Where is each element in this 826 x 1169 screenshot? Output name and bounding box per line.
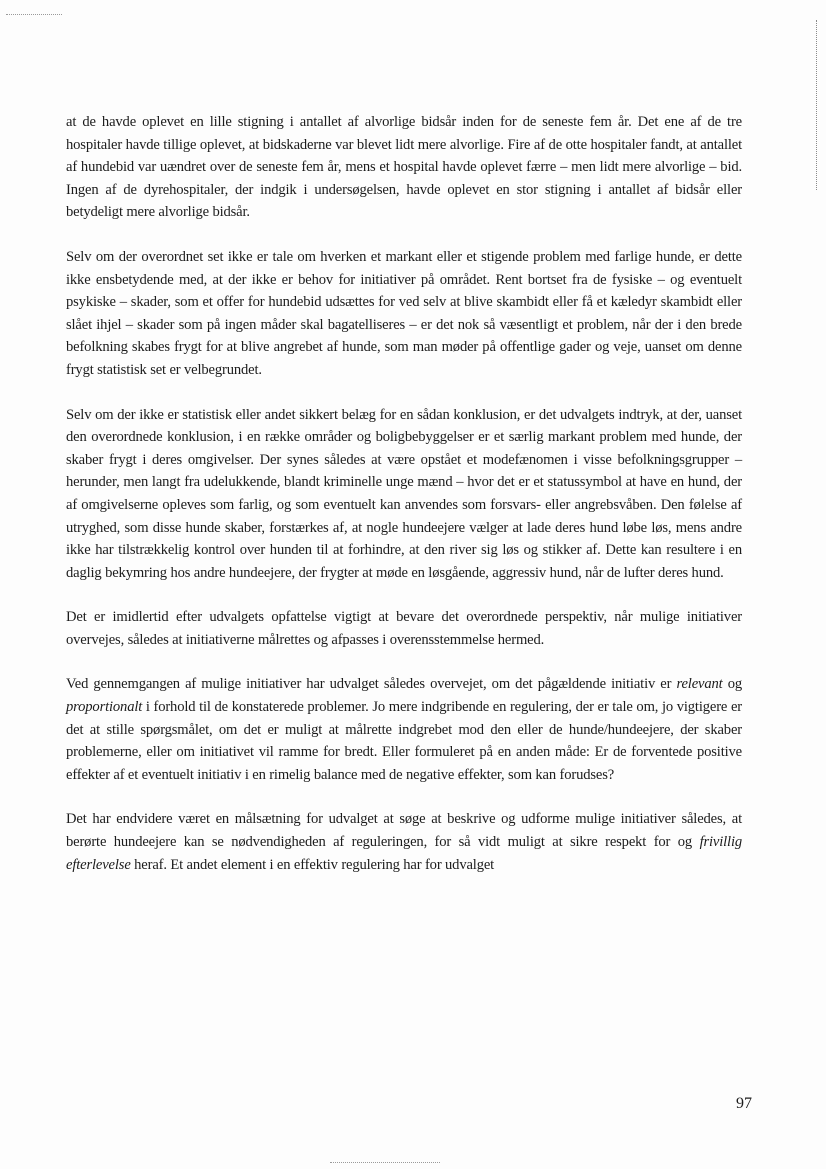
emphasized-text: frivillig efterlevelse — [66, 834, 742, 873]
paragraph — [66, 808, 742, 876]
paragraph — [66, 404, 742, 585]
paragraph — [66, 606, 742, 651]
paragraph — [66, 246, 742, 382]
paragraph — [66, 673, 742, 786]
page-number: 97 — [736, 1095, 752, 1112]
body-text — [66, 111, 742, 876]
paragraph — [66, 111, 742, 224]
scan-artifact-right — [816, 20, 817, 190]
scan-artifact-bottom — [330, 1162, 440, 1163]
text-segment: heraf. Et andet element i en effektiv regulering har for udvalget — [130, 856, 495, 873]
text-segment: Det er imidlertid efter udvalgets opfattelse vigtigt at bevare det overordnede perspektiv, når mulige initiativer overvejes, således at initiativerne målrettes og afpasses i overensstemmelse hermed. — [66, 609, 742, 648]
text-segment: Selv om der ikke er statistisk eller andet sikkert belæg for en sådan konklusion, er det udvalgets indtryk, at der, uanset den overordnede konklusion, i en række områder og boligbebyggelser er et særlig markant problem med hunde, der skaber frygt i deres omgivelser. Der synes således at være opstået et modefænomen i visse befolkningsgrupper – herunder, men langt fra udelukkende, blandt kriminelle unge mænd – hvor det er et statussymbol at have en hund, der af omgivelserne opleves som farlig, og som eventuelt kan anvendes som forsvars- eller angrebsvåben. Den følelse af utryghed, som disse hunde skaber, forstærkes af, at nogle hundeejere vælger at lade deres hund løbe løs, mens andre ikke har tilstrækkelig kontrol over hunden til at forhindre, at den river sig løs og stikker af. Dette kan resultere i en daglig bekymring hos andre hundeejere, der frygter at møde en løsgående, aggressiv hund, når de lufter deres hund. — [66, 406, 742, 581]
emphasized-text: proportionalt — [66, 699, 143, 716]
emphasized-text: relevant — [676, 676, 723, 693]
text-segment: i forhold til de konstaterede problemer. Jo mere indgribende en regulering, der er tale om, jo vigtigere er det at stille spørgsmålet, om det er muligt at målrette indgrebet mod den eller de hunde/hundeejere, der skaber problemerne, eller om initiativet vil ramme for bredt. Eller formuleret på en anden måde: Er de forventede positive effekter af et eventuelt initiativ i en rimelig balance med de negative effekter, som kan forudses? — [66, 699, 742, 783]
text-segment: at de havde oplevet en lille stigning i antallet af alvorlige bidsår inden for de seneste fem år. Det ene af de tre hospitaler havde tillige oplevet, at bidskaderne var blevet lidt mere alvorlige. Fire af de otte hospitaler fandt, at antallet af hundebid var uændret over de seneste fem år, mens et hospital havde oplevet færre – men lidt mere alvorlige – bid. Ingen af de dyrehospitaler, der indgik i undersøgelsen, havde oplevet en stor stigning i antallet af bidsår eller betydeligt mere alvorlige bidsår. — [66, 114, 742, 221]
text-segment: Ved gennemgangen af mulige initiativer har udvalget således overvejet, om det pågældende initiativ er — [66, 676, 677, 693]
text-segment: Det har endvidere været en målsætning for udvalget at søge at beskrive og udforme mulige initiativer således, at berørte hundeejere kan se nødvendigheden af reguleringen, for så vidt muligt at sikre respekt for og — [66, 811, 742, 851]
text-segment: Selv om der overordnet set ikke er tale om hverken et markant eller et stigende problem med farlige hunde, er dette ikke ensbetydende med, at der ikke er behov for initiativer på området. Rent bortset fra de fysiske – og eventuelt psykiske – skader, som et offer for hundebid udsættes for ved selv at blive skambidt eller få et kæledyr skambidt eller slået ihjel – skader som på ingen måder skal bagatelliseres – er det nok så væsentligt et problem, når der i den brede befolkning skabes frygt for at blive angrebet af hunde, som man møder på offentlige gader og veje, uanset om denne frygt statistisk set er velbegrundet. — [66, 248, 742, 378]
scan-artifact-top — [6, 14, 62, 15]
text-segment: og — [722, 676, 742, 693]
